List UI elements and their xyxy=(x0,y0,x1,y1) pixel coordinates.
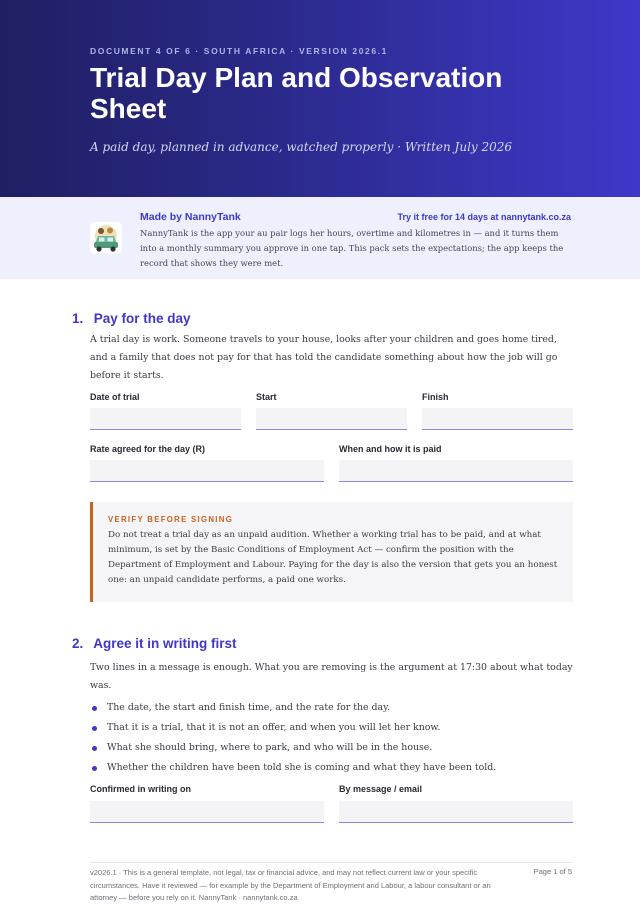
section-1-paragraph: A trial day is work. Someone travels to your house, looks after your children and goes home tired, and a family that does not pay for that has told the candidate something about how the job will go before it starts. xyxy=(90,334,558,381)
callout-text: Do not treat a trial day as an unpaid audition. Whether a working trial has to be paid, and at what minimum, is set by the Basic Conditions of Employment Act — confirm the position with the Department of Employment and Labour. Paying for the day is also the version that gets you an honest one: an unpaid candidate performs, a paid one works. xyxy=(108,530,558,585)
confirmation-method-label: By message / email xyxy=(339,784,423,794)
section-2-paragraph: Two lines in a message is enough. What you are removing is the argument at 17:30 about what today was. xyxy=(90,662,573,691)
finish-field[interactable] xyxy=(422,408,573,430)
agreement-checklist xyxy=(90,698,573,778)
confirmed-date-label: Confirmed in writing on xyxy=(90,784,191,794)
list-item xyxy=(90,718,573,738)
page-number: Page 1 of 5 xyxy=(533,867,572,876)
list-item xyxy=(90,738,573,758)
footer-divider xyxy=(90,862,573,863)
section-2-title: Agree it in writing first xyxy=(93,636,237,651)
list-item-text: The date, the start and finish time, and the rate for the day. xyxy=(107,702,391,713)
footer-disclaimer: v2026.1 · This is a general template, not legal, tax or financial advice, and may not reflect current law or your specific circumstances. Have it reviewed — for example by the Department of Employment and Labour, a labour consultant or an attorney — before you rely on it. NannyTank · nannytank.co.za xyxy=(90,868,491,902)
bullet-dot-icon xyxy=(92,766,97,771)
callout-title: VERIFY BEFORE SIGNING xyxy=(108,515,234,524)
document-header xyxy=(0,0,640,197)
rate-label: Rate agreed for the day (R) xyxy=(90,444,206,454)
finish-label: Finish xyxy=(422,392,449,402)
brand-description: NannyTank is the app your au pair logs her hours, overtime and kilometres in — and it turns them into a monthly summary you approve in one tap. This pack sets the expectations; the app keeps the record that shows they were met. xyxy=(140,228,564,268)
start-label: Start xyxy=(256,392,277,402)
document-kicker: DOCUMENT 4 OF 6 · SOUTH AFRICA · VERSION 2026.1 xyxy=(90,46,388,56)
page-subtitle: A paid day, planned in advance, watched properly · Written July 2026 xyxy=(90,140,513,154)
bullet-dot-icon xyxy=(92,746,97,751)
bullet-dot-icon xyxy=(92,726,97,731)
verify-callout xyxy=(90,502,573,602)
rate-field[interactable] xyxy=(90,460,324,482)
confirmed-date-field[interactable] xyxy=(90,801,324,823)
date-of-trial-label: Date of trial xyxy=(90,392,140,402)
brand-name: Made by NannyTank xyxy=(140,211,241,223)
section-1-heading xyxy=(72,311,191,326)
car-with-family-logo-icon xyxy=(90,222,122,254)
bullet-dot-icon xyxy=(92,706,97,711)
payment-method-field[interactable] xyxy=(339,460,573,482)
list-item-text: Whether the children have been told she is coming and what they have been told. xyxy=(107,762,497,773)
date-of-trial-field[interactable] xyxy=(90,408,241,430)
list-item xyxy=(90,698,573,718)
list-item-text: What she should bring, where to park, and who will be in the house. xyxy=(107,742,433,753)
list-item-text: That it is a trial, that it is not an offer, and when you will let her know. xyxy=(107,722,441,733)
list-item xyxy=(90,758,573,778)
start-field[interactable] xyxy=(256,408,407,430)
page-title: Trial Day Plan and Observation Sheet xyxy=(90,62,503,124)
payment-method-label: When and how it is paid xyxy=(339,444,442,454)
brand-cta-link[interactable]: Try it free for 14 days at nannytank.co.za xyxy=(397,212,571,222)
confirmation-method-field[interactable] xyxy=(339,801,573,823)
section-2-heading xyxy=(72,636,237,651)
section-2-number: 2. xyxy=(72,636,84,651)
section-1-number: 1. xyxy=(72,311,84,326)
section-1-title: Pay for the day xyxy=(93,311,191,326)
